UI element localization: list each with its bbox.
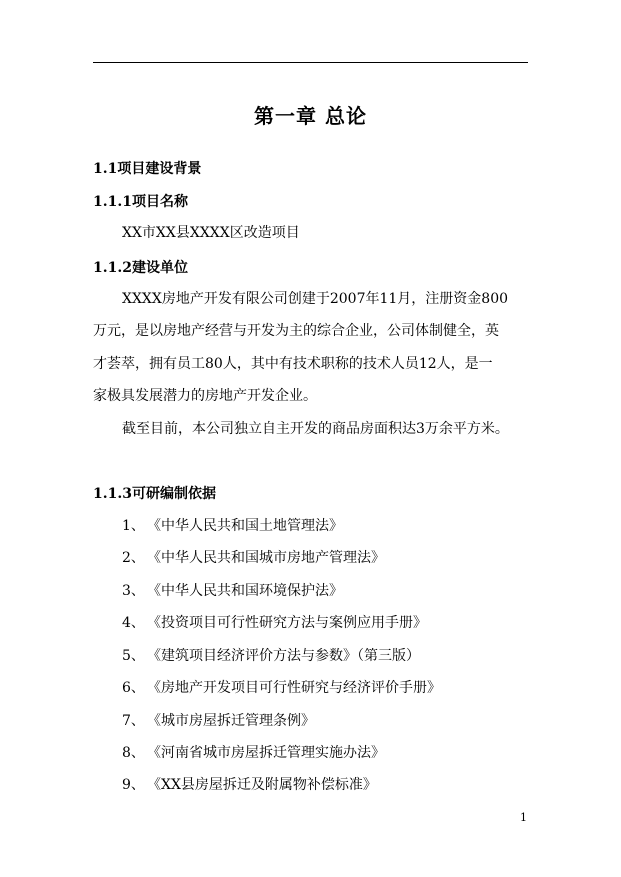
page-number: 1 — [520, 811, 527, 824]
reference-text: 《房地产开发项目可行性研究与经济评价手册》 — [147, 680, 441, 696]
chapter-title: 第一章 总论 — [254, 104, 367, 128]
reference-item — [122, 515, 343, 535]
reference-text: 《中华人民共和国环境保护法》 — [147, 583, 343, 599]
reference-item — [122, 645, 420, 665]
reference-number: 1、 — [122, 518, 145, 534]
reference-text: 《XX县房屋拆迁及附属物补偿标准》 — [147, 777, 377, 793]
area-paragraph: 截至目前，本公司独立自主开发的商品房面积达3万余平方米。 — [122, 421, 509, 437]
reference-text: 《中华人民共和国城市房地产管理法》 — [147, 550, 385, 566]
company-paragraph-line-1: XXXX房地产开发有限公司创建于2007年11月，注册资金800 — [122, 291, 509, 307]
reference-text: 《河南省城市房屋拆迁管理实施办法》 — [147, 745, 385, 761]
company-paragraph-line-2: 万元，是以房地产经营与开发为主的综合企业，公司体制健全，英 — [93, 323, 499, 339]
company-paragraph-line-4: 家极具发展潜力的房地产开发企业。 — [93, 388, 317, 404]
reference-number: 7、 — [122, 713, 145, 729]
reference-item — [122, 547, 385, 567]
header-rule — [93, 62, 528, 63]
reference-number: 6、 — [122, 680, 145, 696]
reference-item — [122, 710, 315, 730]
section-heading-1-1-2: 1.1.2建设单位 — [93, 260, 188, 276]
reference-text: 《建筑项目经济评价方法与参数》（第三版） — [147, 648, 420, 664]
reference-item — [122, 742, 385, 762]
reference-number: 5、 — [122, 648, 145, 664]
reference-item — [122, 612, 427, 632]
reference-text: 《中华人民共和国土地管理法》 — [147, 518, 343, 534]
reference-item — [122, 677, 441, 697]
section-heading-1-1: 1.1项目建设背景 — [93, 161, 202, 177]
company-paragraph-line-3: 才荟萃，拥有员工80人，其中有技术职称的技术人员12人，是一 — [93, 356, 493, 372]
reference-item — [122, 774, 377, 794]
reference-text: 《城市房屋拆迁管理条例》 — [147, 713, 315, 729]
reference-number: 9、 — [122, 777, 145, 793]
reference-text: 《投资项目可行性研究方法与案例应用手册》 — [147, 615, 427, 631]
project-name: XX市XX县XXXX区改造项目 — [122, 225, 300, 241]
section-heading-1-1-1: 1.1.1项目名称 — [93, 194, 188, 210]
reference-number: 3、 — [122, 583, 145, 599]
reference-number: 8、 — [122, 745, 145, 761]
reference-item — [122, 580, 343, 600]
reference-number: 4、 — [122, 615, 145, 631]
section-heading-1-1-3: 1.1.3可研编制依据 — [93, 486, 216, 502]
reference-number: 2、 — [122, 550, 145, 566]
